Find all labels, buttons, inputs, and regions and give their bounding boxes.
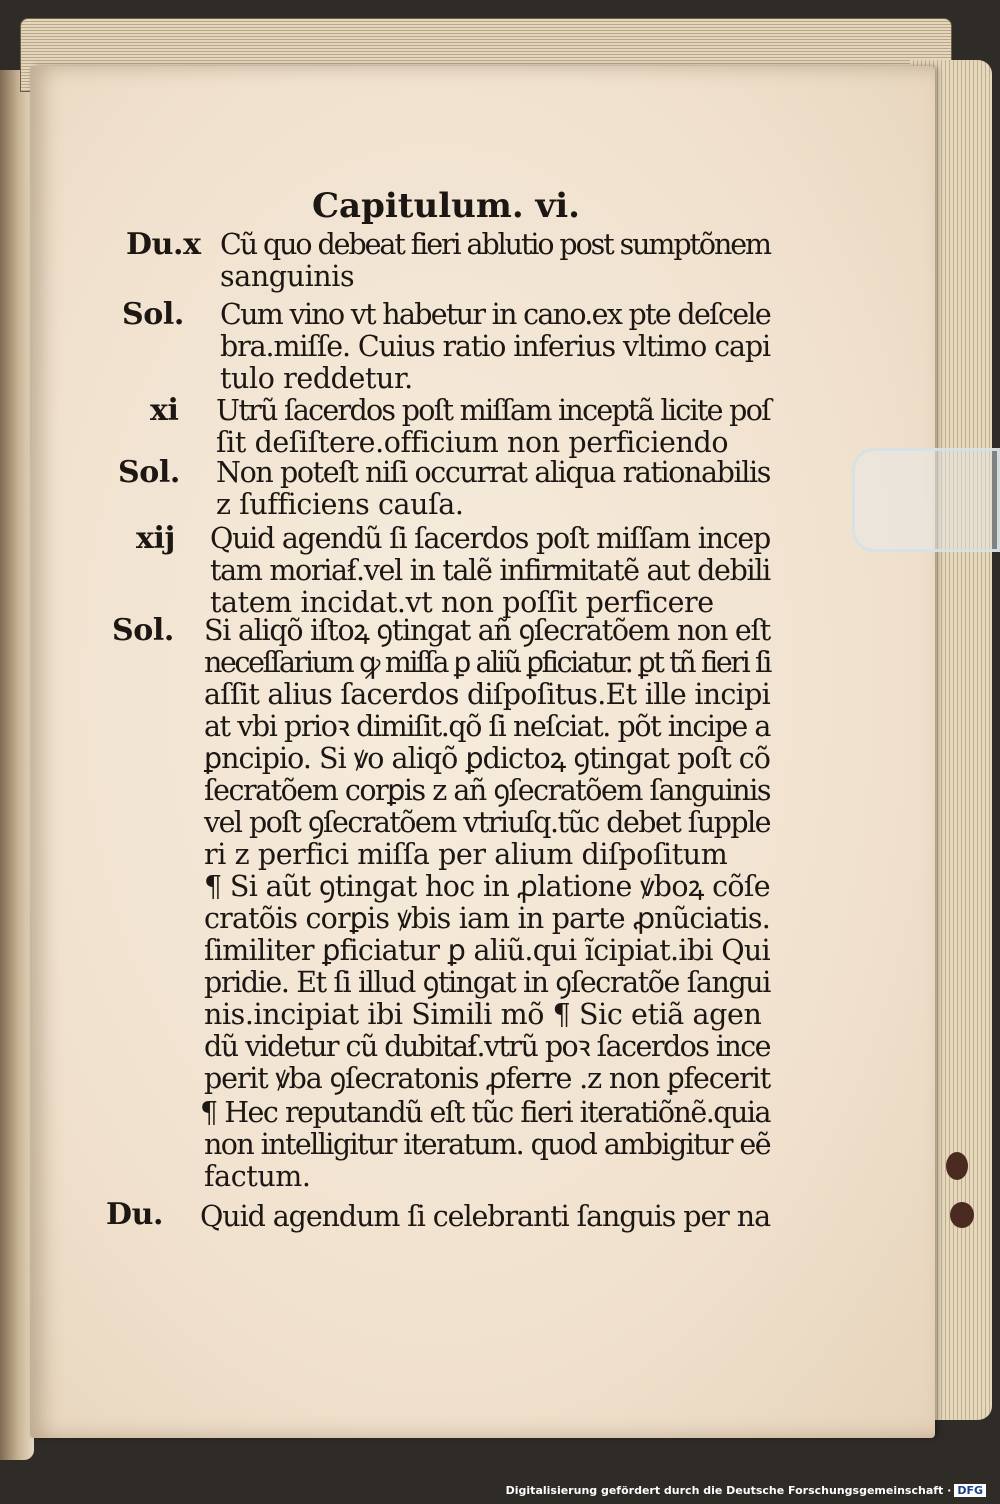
- text-line: ſit deſiſtere.officium non perficiendo: [216, 426, 729, 459]
- text-line: Quid agendũ ſi ſacerdos poſt miſſam incep: [210, 522, 770, 555]
- text-line: neceſſarium ꝙ miſſa ꝑ aliũ ꝑficiatur. ꝑt tñ fieri ſi: [204, 646, 770, 679]
- text-line: at vbi prioꝛ dimiſit.qõ ſi neſciat. põt incipe a: [204, 710, 770, 743]
- text-line: dũ videtur cũ dubitaẜ.vtrũ poꝛ ſacerdos ince: [204, 1030, 770, 1063]
- entry-marker: xij: [136, 521, 175, 556]
- entry-marker: Du.: [106, 1197, 164, 1232]
- text-line: Quid agendum ſi celebranti ſanguis per na: [200, 1200, 770, 1233]
- text-line: z ſufficiens cauſa.: [216, 488, 464, 521]
- text-line: ri z perfici miſſa per alium diſpoſitum: [204, 838, 728, 871]
- digitization-credit: [0, 1478, 1000, 1504]
- entry-marker: Du.x: [126, 227, 201, 262]
- text-line: nis.incipiat ibi Simili mõ ¶ Sic etiã agen: [204, 998, 762, 1031]
- text-line: tulo reddetur.: [220, 362, 413, 395]
- text-line: non intelligitur iteratum. quod ambigitur eẽ: [204, 1128, 770, 1161]
- text-line: vel poſt ꝯſecratõem vtriuſq.tũc debet ſupple: [204, 806, 770, 839]
- text-line: tatem incidat.vt non poſſit perficere: [210, 586, 714, 619]
- dfg-logo: DFG: [954, 1484, 986, 1497]
- entry-marker: Sol.: [118, 455, 180, 490]
- text-line: ¶ Si aũt ꝯtingat hoc in ꝓlatione ꝟboꝝ cõſe: [204, 870, 770, 903]
- text-line: cratõis corꝑis ꝟbis iam in parte ꝓnũciatis.: [204, 902, 770, 935]
- entry-marker: Sol.: [112, 613, 174, 648]
- text-line: Si aliqõ iſtoꝝ ꝯtingat añ ꝯſecratõem non eſt: [204, 614, 770, 647]
- text-line: perit ꝟba ꝯſecratonis ꝓferre .z non ꝑfecerit: [204, 1062, 770, 1095]
- text-line: ſimiliter ꝑficiatur ꝑ aliũ.qui ĩcipiat.ibi Qui: [204, 934, 770, 967]
- text-line: bra.miſſe. Cuius ratio inferius vltimo capi: [220, 330, 770, 363]
- book-clip: [852, 448, 1000, 552]
- credit-text: Digitalisierung gefördert durch die Deutsche Forschungsgemeinschaft ·: [505, 1484, 952, 1497]
- text-line: Non poteſt niſi occurrat aliqua rationabilis: [216, 456, 770, 489]
- ink-stain: [946, 1152, 968, 1180]
- text-line: ſecratõem corꝑis z añ ꝯſecratõem ſanguinis: [204, 774, 770, 807]
- text-line: tam moriaẜ.vel in talẽ infirmitatẽ aut debili: [210, 554, 770, 587]
- text-line: factum.: [204, 1160, 311, 1193]
- text-line: sanguinis: [220, 260, 355, 293]
- left-page-edge: [0, 70, 34, 1460]
- ink-stain: [950, 1202, 974, 1228]
- text-line: Cũ quo debeat fieri ablutio post sumptõnem: [220, 228, 770, 261]
- entry-marker: xi: [150, 393, 179, 428]
- text-line: ꝑncipio. Si ꝟo aliqõ ꝑdictoꝝ ꝯtingat poſt cõ: [204, 742, 771, 775]
- text-line: pridie. Et ſi illud ꝯtingat in ꝯſecratõe ſangui: [204, 966, 770, 999]
- text-line: Cum vino vt habetur in cano.ex pte deſcele: [220, 298, 770, 331]
- text-line: ¶ Hec reputandũ eſt tũc fieri iteratiõnẽ.quia: [200, 1096, 770, 1129]
- entry-marker: Sol.: [122, 297, 184, 332]
- text-line: Utrũ ſacerdos poſt miſſam inceptã licite poſ: [216, 394, 770, 427]
- chapter-title: Capitulum. vi.: [312, 186, 580, 226]
- text-line: aſſit alius ſacerdos diſpoſitus.Et ille incipi: [204, 678, 770, 711]
